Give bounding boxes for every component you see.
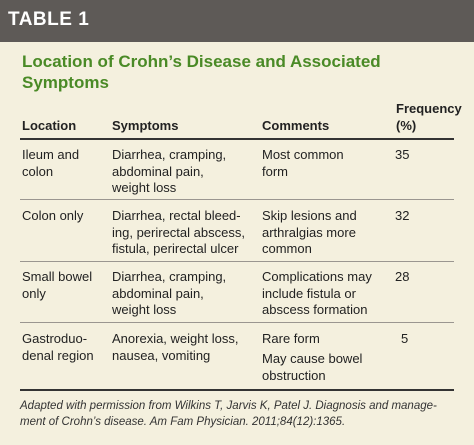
row-2-comments: Skip lesions and arthralgias more common [262, 208, 357, 256]
row-4-comments-note: May cause bowel obstruction [262, 351, 363, 383]
source-footnote-text: Adapted with permission from Wilkins T, Jarvis K, Patel J. Diagnosis and manage- ment of Crohn’s disease. Am Fam Physician. 2011;84(12):1365. [20, 400, 437, 428]
row-1-symptoms: Diarrhea, cramping, abdominal pain, weight loss [112, 147, 227, 195]
row-4-comments: Rare form [262, 331, 320, 346]
row-2-symptoms: Diarrhea, rectal bleed- ing, perirectal abscess, fistula, perirectal ulcer [112, 208, 245, 256]
table-title: Location of Crohn’s Disease and Associated Symptoms [22, 52, 381, 92]
row-2-location: Colon only [22, 208, 84, 223]
row-1-frequency: 35 [395, 147, 410, 162]
row-divider [20, 322, 454, 323]
row-3-frequency: 28 [395, 269, 410, 284]
column-header-symptoms: Symptoms [112, 118, 179, 133]
column-header-comments: Comments [262, 118, 330, 133]
row-1-location: Ileum and colon [22, 147, 80, 179]
header-rule [20, 138, 454, 140]
row-divider [20, 199, 454, 200]
row-3-comments: Complications may include fistula or abscess formation [262, 269, 372, 317]
row-4-location: Gastroduo- denal region [22, 331, 94, 363]
row-4-frequency: 5 [401, 331, 409, 346]
table-label: TABLE 1 [8, 9, 90, 30]
table-bottom-rule [20, 389, 454, 391]
table-label-bar [0, 0, 474, 42]
row-4-symptoms: Anorexia, weight loss, nausea, vomiting [112, 331, 239, 363]
column-header-frequency: Frequency (%) [396, 101, 462, 133]
row-2-frequency: 32 [395, 208, 410, 223]
source-footnote [20, 398, 460, 430]
row-3-symptoms: Diarrhea, cramping, abdominal pain, weight loss [112, 269, 227, 317]
row-3-location: Small bowel only [22, 269, 93, 301]
row-divider [20, 261, 454, 262]
row-1-comments: Most common form [262, 147, 344, 179]
column-header-location: Location [22, 118, 77, 133]
